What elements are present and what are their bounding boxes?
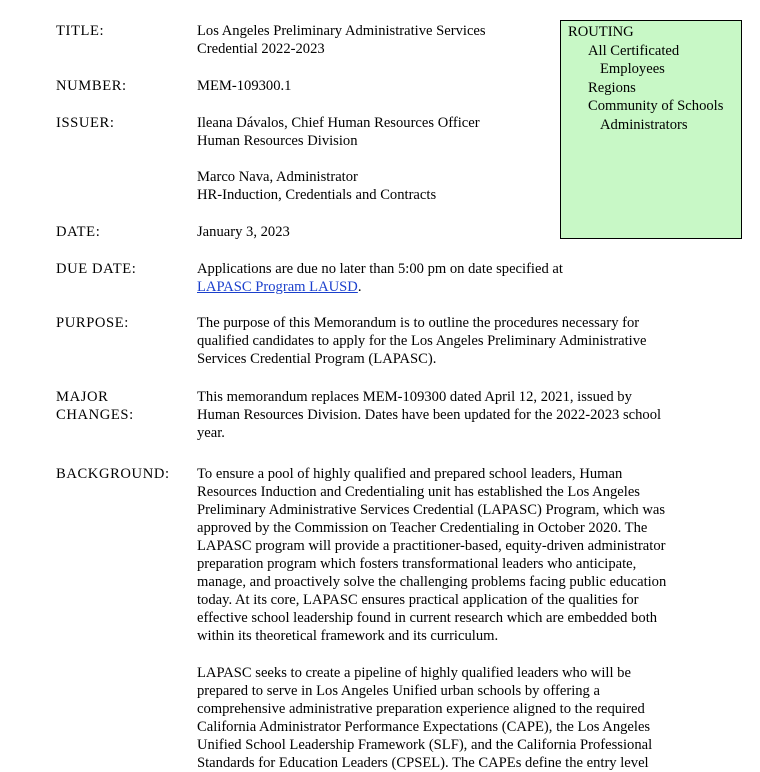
issuer-label: ISSUER: — [56, 115, 115, 131]
routing-item: Administrators — [600, 116, 688, 133]
purpose-line: qualified candidates to apply for the Los Angeles Preliminary Administrative — [197, 333, 647, 349]
major-changes-line: year. — [197, 425, 225, 441]
issuer-value — [197, 114, 737, 150]
title-line: Credential 2022-2023 — [197, 41, 325, 57]
due-date-link-line — [197, 278, 737, 296]
purpose-line: The purpose of this Memorandum is to outline the procedures necessary for — [197, 315, 640, 331]
major-changes-value — [197, 388, 737, 442]
background-line: effective school leadership found in current research which are embedded both — [197, 610, 658, 626]
number-value: MEM-109300.1 — [197, 78, 292, 94]
due-date-line: Applications are due no later than 5:00 pm on date specified at — [197, 261, 563, 277]
purpose-value — [197, 314, 737, 368]
routing-item: All Certificated — [588, 42, 680, 59]
background-line: today. At its core, LAPASC ensures practical application of the qualities for — [197, 592, 639, 608]
routing-item: Regions — [588, 79, 636, 96]
background-line: Resources Induction and Credentialing unit has established the Los Angeles — [197, 484, 640, 500]
purpose-line: Services Credential Program (LAPASC). — [197, 351, 437, 367]
background-line: within its theoretical framework and its curriculum. — [197, 628, 499, 644]
major-changes-label-line: CHANGES: — [56, 407, 134, 423]
background-paragraph-1 — [197, 465, 737, 645]
background-line: approved by the Commission on Teacher Credentialing in October 2020. The — [197, 520, 648, 536]
routing-heading: ROUTING — [568, 24, 634, 40]
major-changes-line: Human Resources Division. Dates have been updated for the 2022-2023 school — [197, 407, 662, 423]
background-label: BACKGROUND: — [56, 466, 170, 482]
date-value: January 3, 2023 — [197, 224, 290, 240]
issuer-line: Ileana Dávalos, Chief Human Resources Officer — [197, 115, 480, 131]
due-date-value — [197, 260, 737, 296]
background-line: California Administrator Performance Expectations (CAPE), the Los Angeles — [197, 719, 651, 735]
number-label: NUMBER: — [56, 78, 127, 94]
background-line: preparation program which fosters transformational leaders who anticipate, — [197, 556, 637, 572]
purpose-label: PURPOSE: — [56, 315, 129, 331]
title-line: Los Angeles Preliminary Administrative Services — [197, 23, 486, 39]
title-label: TITLE: — [56, 23, 105, 39]
major-changes-label-line: MAJOR — [56, 389, 109, 405]
routing-item: Community of Schools — [588, 98, 724, 114]
issuer-value-second — [197, 168, 737, 204]
background-line: LAPASC seeks to create a pipeline of highly qualified leaders who will be — [197, 665, 631, 681]
background-line: comprehensive administrative preparation experience aligned to the required — [197, 701, 645, 717]
background-line: manage, and proactively solve the challenging problems facing public education — [197, 574, 667, 590]
major-changes-label — [56, 388, 134, 424]
background-line: To ensure a pool of highly qualified and prepared school leaders, Human — [197, 466, 623, 482]
background-paragraph-2 — [197, 664, 737, 772]
major-changes-line: This memorandum replaces MEM-109300 dated April 12, 2021, issued by — [197, 389, 632, 405]
background-line: LAPASC program will provide a practitioner-based, equity-driven administrator — [197, 538, 666, 554]
background-line: Unified School Leadership Framework (SLF), and the California Professional — [197, 737, 653, 753]
issuer-line: Human Resources Division — [197, 133, 358, 149]
date-label: DATE: — [56, 224, 101, 240]
lapasc-program-link[interactable]: LAPASC Program LAUSD — [197, 279, 358, 295]
background-line: Preliminary Administrative Services Credential (LAPASC) Program, which was — [197, 502, 666, 518]
due-date-period: . — [357, 279, 362, 295]
background-line: Standards for Education Leaders (CPSEL). The CAPEs define the entry level — [197, 755, 649, 771]
issuer-line: Marco Nava, Administrator — [197, 169, 358, 185]
due-date-label: DUE DATE: — [56, 261, 137, 277]
routing-item: Employees — [600, 61, 665, 77]
background-line: prepared to serve in Los Angeles Unified urban schools by offering a — [197, 683, 600, 699]
issuer-line: HR-Induction, Credentials and Contracts — [197, 187, 437, 203]
